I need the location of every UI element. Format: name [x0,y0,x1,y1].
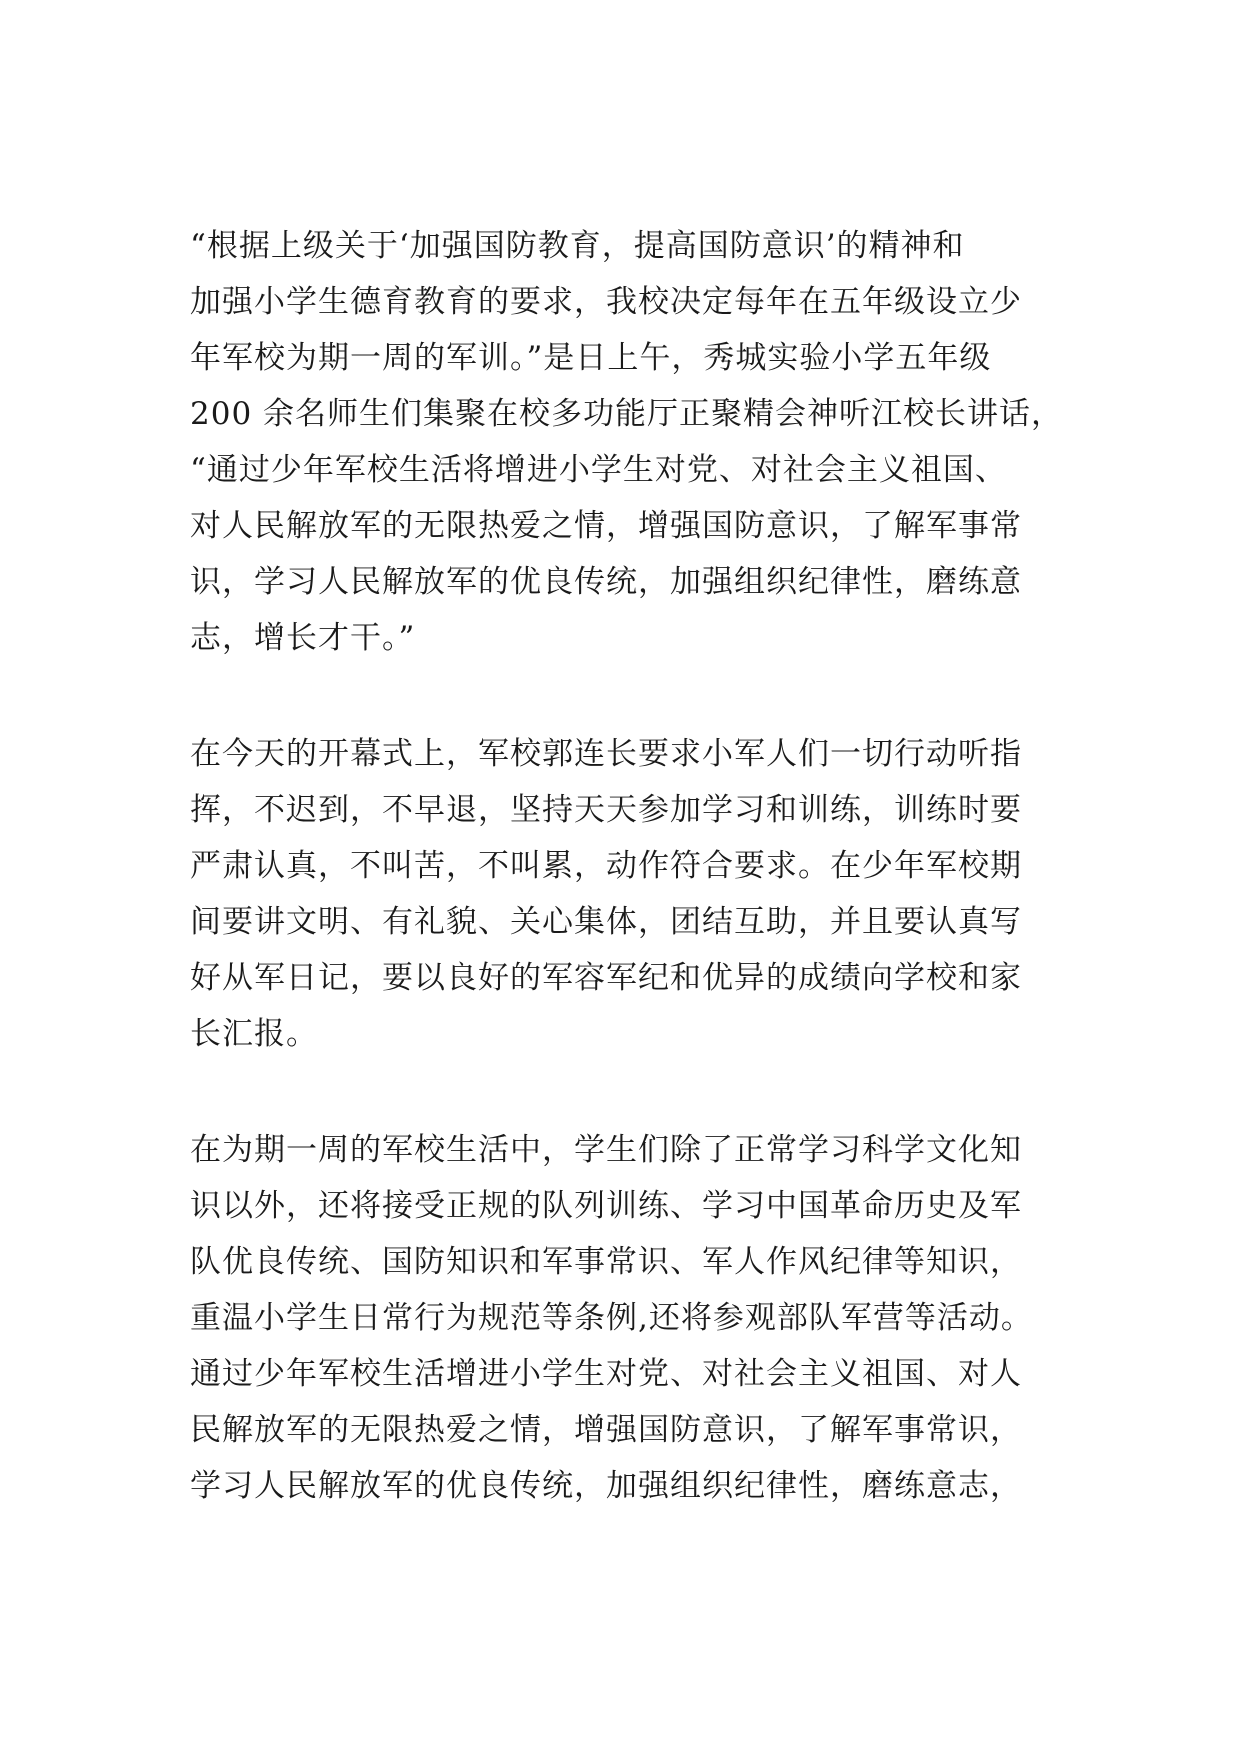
text-line: 挥，不迟到，不早退，坚持天天参加学习和训练，训练时要 [190,792,1022,828]
text-line: 200 余名师生们集聚在校多功能厅正聚精会神听江校长讲话， [190,396,1064,432]
paragraph-2 [190,726,1090,1062]
text-line: 学习人民解放军的优良传统，加强组织纪律性，磨练意志， [190,1468,1022,1504]
document-body [190,218,1090,1574]
text-line: 在为期一周的军校生活中，学生们除了正常学习科学文化知 [190,1132,1022,1168]
text-line: 重温小学生日常行为规范等条例,还将参观部队军营等活动。 [190,1300,1033,1336]
text-line: 加强小学生德育教育的要求，我校决定每年在五年级设立少 [190,284,1022,320]
paragraph-3 [190,1122,1090,1514]
text-line: 在今天的开幕式上，军校郭连长要求小军人们一切行动听指 [190,736,1022,772]
text-line: 好从军日记，要以良好的军容军纪和优异的成绩向学校和家 [190,960,1022,996]
text-line: 识以外，还将接受正规的队列训练、学习中国革命历史及军 [190,1188,1022,1224]
text-line: 民解放军的无限热爱之情，增强国防意识，了解军事常识， [190,1412,1022,1448]
text-line: 年军校为期一周的军训。”是日上午，秀城实验小学五年级 [190,340,992,376]
text-line: 长汇报。 [190,1016,318,1052]
text-line: “根据上级关于‘加强国防教育，提高国防意识’的精神和 [190,228,965,264]
paragraph-1 [190,218,1090,666]
text-line: 识，学习人民解放军的优良传统，加强组织纪律性，磨练意 [190,564,1022,600]
text-line: 间要讲文明、有礼貌、关心集体，团结互助，并且要认真写 [190,904,1022,940]
text-line: 志，增长才干。” [190,620,416,656]
text-line: 严肃认真，不叫苦，不叫累，动作符合要求。在少年军校期 [190,848,1022,884]
text-line: 对人民解放军的无限热爱之情，增强国防意识，了解军事常 [190,508,1022,544]
text-line: 队优良传统、国防知识和军事常识、军人作风纪律等知识， [190,1244,1022,1280]
text-line: 通过少年军校生活增进小学生对党、对社会主义祖国、对人 [190,1356,1022,1392]
text-line: “通过少年军校生活将增进小学生对党、对社会主义祖国、 [190,452,1007,488]
